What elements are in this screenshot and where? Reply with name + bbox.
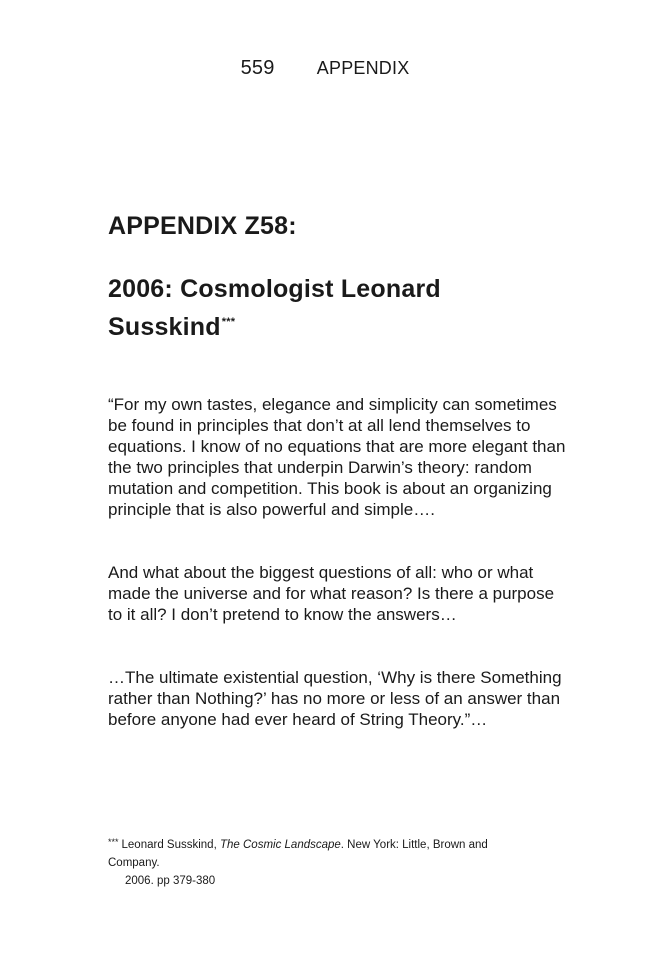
page-content (108, 210, 568, 730)
appendix-title (108, 273, 568, 344)
section-name: APPENDIX (316, 58, 410, 78)
appendix-label: APPENDIX Z58: (108, 212, 297, 240)
quote-paragraph-3: …The ultimate existential question, ‘Why is there Something rather than Nothing?’ has no more or less of an answer than before anyone had ever heard of String Theory.”… (108, 668, 562, 729)
footnote-marker: *** (108, 837, 119, 847)
footnote-book-title: The Cosmic Landscape (219, 839, 341, 851)
footnote-year-pages: 2006. pp 379-380 (125, 875, 216, 887)
footnote-author: Leonard Susskind, (121, 839, 217, 851)
quote-paragraph-1: “For my own tastes, elegance and simplicity can sometimes be found in principles that don’t at all lend themselves to equations. I know of no equations that are more elegant than the two principles that underpin Darwin’s theory: random mutation and competition. This book is about an organizing principle that is also powerful and simple…. (108, 395, 566, 519)
page-number: 559 (240, 57, 275, 79)
footnote (108, 833, 538, 890)
running-header (0, 57, 650, 80)
quote-paragraph-2: And what about the biggest questions of all: who or what made the universe and for what reason? Is there a purpose to it all? I don’t pretend to know the answers… (108, 563, 555, 624)
appendix-title-text: 2006: Cosmologist Leonard Susskind (108, 275, 441, 341)
footnote-reference: *** (221, 316, 236, 328)
footnote-publisher: . New York: Little, Brown and Company. (108, 839, 488, 869)
